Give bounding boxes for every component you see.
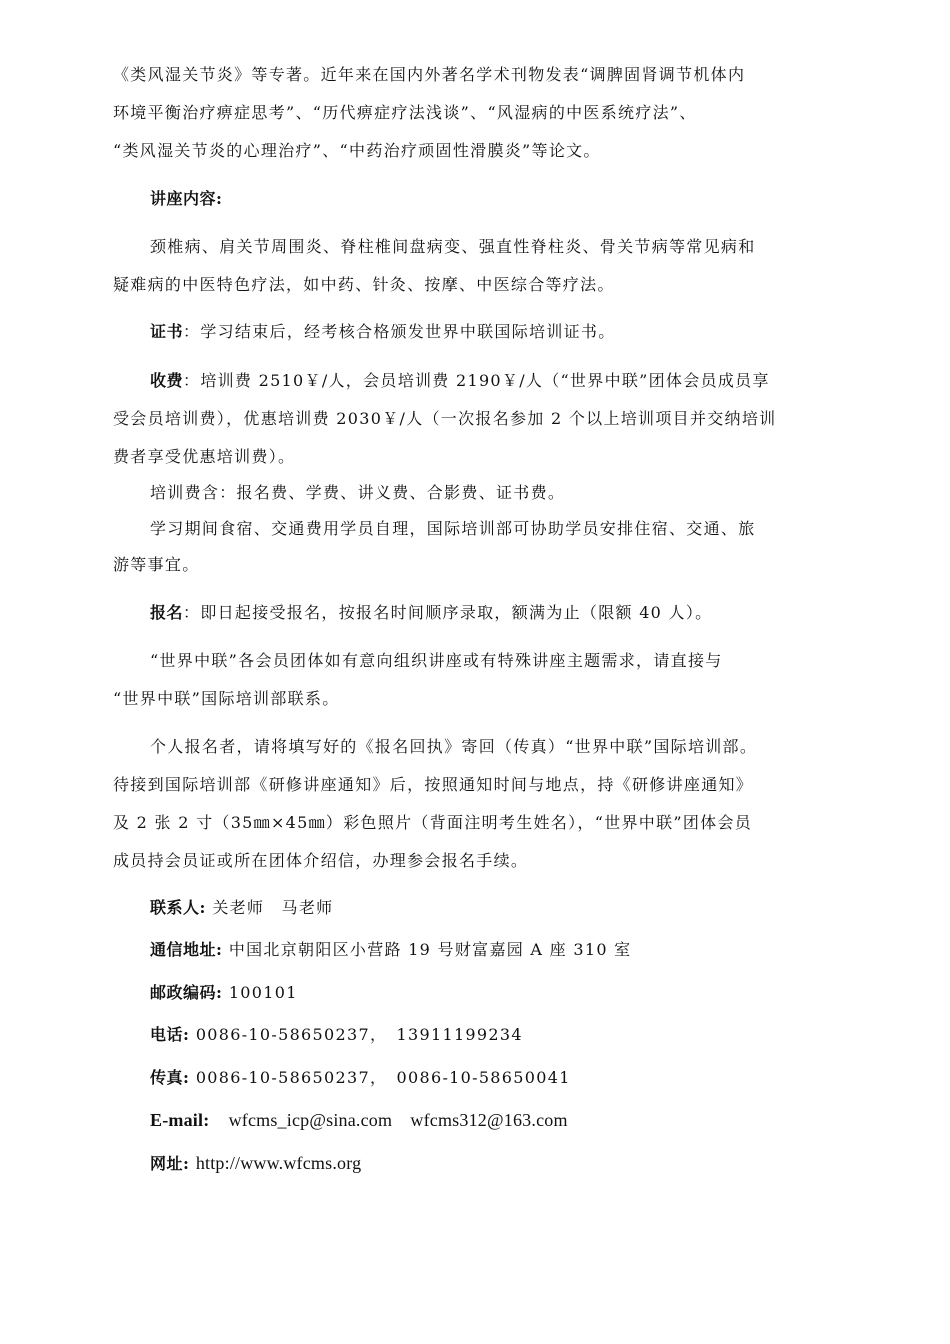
contact-phone-row: [150, 1024, 848, 1046]
contact-email-value[interactable]: wfcms_icp@sina.com wfcms312@163.com: [228, 1110, 568, 1130]
contact-postcode-value: 100101: [228, 983, 298, 1002]
contact-phone-value: 0086-10-58650237， 13911199234: [195, 1025, 523, 1044]
contact-address-label: 通信地址:: [150, 940, 223, 959]
fees-text-1: ：培训费 2510￥/人，会员培训费 2190￥/人（“世界中联”团体会员成员享: [183, 371, 770, 390]
fees-lodging-line-1: 学习期间食宿、交通费用学员自理，国际培训部可协助学员安排住宿、交通、旅: [150, 519, 756, 538]
intro-line-2: 环境平衡治疗痹症思考”、“历代痹症疗法浅谈”、“风湿病的中医系统疗法”、: [113, 103, 697, 122]
registration-label: 报名: [150, 603, 184, 622]
registration-paragraph: [150, 602, 848, 624]
fees-line-1: [150, 370, 848, 392]
certificate-text: ：学习结束后，经考核合格颁发世界中联国际培训证书。: [183, 322, 616, 341]
fees-line-2: 受会员培训费），优惠培训费 2030￥/人（一次报名参加 2 个以上培训项目并交纳培训: [113, 409, 777, 428]
contact-fax-row: [150, 1067, 848, 1089]
lecture-line-1: 颈椎病、肩关节周围炎、脊柱椎间盘病变、强直性脊柱炎、骨关节病等常见病和: [150, 237, 756, 256]
fees-includes: 培训费含：报名费、学费、讲义费、合影费、证书费。: [150, 483, 566, 502]
contact-address-row: [150, 939, 848, 961]
contact-fax-label: 传真:: [150, 1068, 190, 1087]
contact-person-label: 联系人:: [150, 898, 206, 917]
contact-web-value[interactable]: http://www.wfcms.org: [195, 1153, 362, 1173]
registration-indiv-line-3: 及 2 张 2 寸（35㎜×45㎜）彩色照片（背面注明考生姓名），“世界中联”团体会员: [113, 813, 753, 832]
registration-text: ：即日起接受报名，按报名时间顺序录取，额满为止（限额 40 人）。: [183, 603, 713, 622]
contact-phone-label: 电话:: [150, 1025, 190, 1044]
fees-line-3: 费者享受优惠培训费）。: [113, 447, 296, 466]
contact-postcode-label: 邮政编码:: [150, 983, 223, 1002]
contact-postcode-row: [150, 982, 848, 1004]
lecture-heading: 讲座内容:: [150, 189, 223, 208]
contact-email-label: E-mail:: [150, 1110, 210, 1130]
contact-person-row: [150, 897, 848, 919]
intro-line-3: “类风湿关节炎的心理治疗”、“中药治疗顽固性滑膜炎”等论文。: [113, 141, 601, 160]
fees-lodging-line-2: 游等事宜。: [113, 555, 200, 574]
fees-label: 收费: [150, 371, 184, 390]
certificate-label: 证书: [150, 322, 184, 341]
contact-web-row: [150, 1152, 848, 1174]
contact-person-value: 关老师 马老师: [212, 898, 334, 917]
registration-group-line-2: “世界中联”国际培训部联系。: [113, 689, 340, 708]
registration-group-line-1: “世界中联”各会员团体如有意向组织讲座或有特殊讲座主题需求，请直接与: [150, 651, 723, 670]
certificate-paragraph: [150, 321, 848, 343]
contact-fax-value: 0086-10-58650237， 0086-10-58650041: [195, 1068, 571, 1087]
contact-web-label: 网址:: [150, 1154, 190, 1173]
intro-line-1: 《类风湿关节炎》等专著。近年来在国内外著名学术刊物发表“调脾固肾调节机体内: [113, 65, 746, 84]
registration-indiv-line-2: 待接到国际培训部《研修讲座通知》后，按照通知时间与地点，持《研修讲座通知》: [113, 775, 754, 794]
lecture-line-2: 疑难病的中医特色疗法，如中药、针灸、按摩、中医综合等疗法。: [113, 275, 615, 294]
contact-email-row: [150, 1109, 848, 1131]
registration-indiv-line-4: 成员持会员证或所在团体介绍信，办理参会报名手续。: [113, 851, 529, 870]
registration-indiv-line-1: 个人报名者，请将填写好的《报名回执》寄回（传真）“世界中联”国际培训部。: [150, 737, 758, 756]
contact-address-value: 中国北京朝阳区小营路 19 号财富嘉园 A 座 310 室: [228, 940, 632, 959]
